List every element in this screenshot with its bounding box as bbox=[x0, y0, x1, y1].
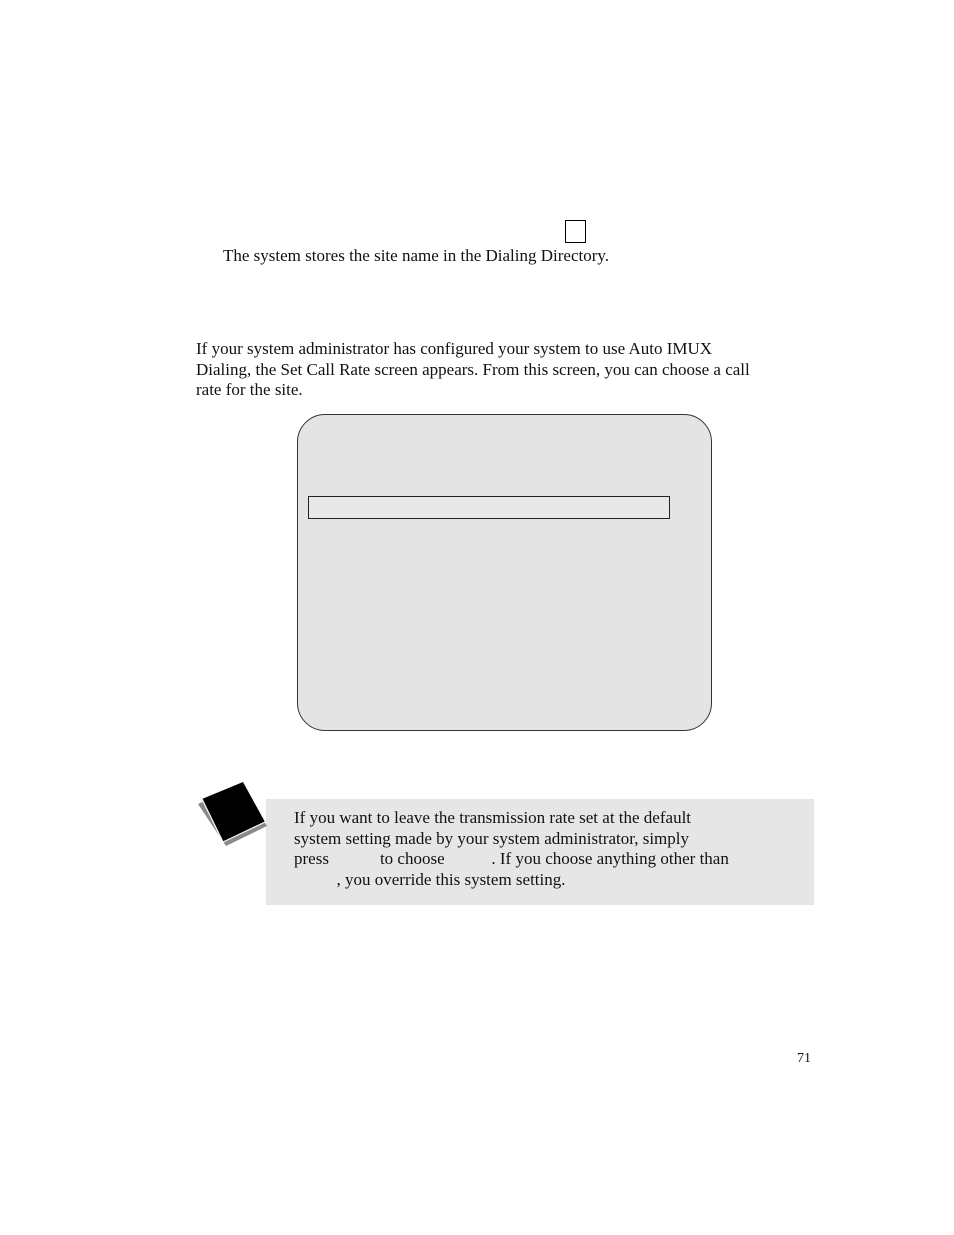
intro-line: Dialing, the Set Call Rate screen appears. From this screen, you can choose a call bbox=[196, 359, 750, 379]
key-button-box bbox=[565, 220, 586, 243]
intro-line: If your system administrator has configured your system to use Auto IMUX bbox=[196, 339, 713, 358]
note-text bbox=[294, 808, 729, 890]
set-call-rate-screen-illustration bbox=[297, 414, 712, 731]
step-result-text: The system stores the site name in the Dialing Directory. bbox=[223, 246, 610, 265]
intro-paragraph bbox=[196, 339, 816, 401]
note-icon bbox=[195, 782, 269, 850]
note-line: If you want to leave the transmission rate set at the default bbox=[294, 808, 692, 827]
intro-line: rate for the site. bbox=[196, 380, 303, 399]
page-number: 71 bbox=[797, 1051, 811, 1066]
screen-highlight-bar bbox=[308, 496, 670, 519]
note-line: , you override this system setting. bbox=[294, 869, 566, 889]
note-line: press to choose . If you choose anything other than bbox=[294, 849, 729, 868]
note-line: system setting made by your system administrator, simply bbox=[294, 828, 690, 848]
